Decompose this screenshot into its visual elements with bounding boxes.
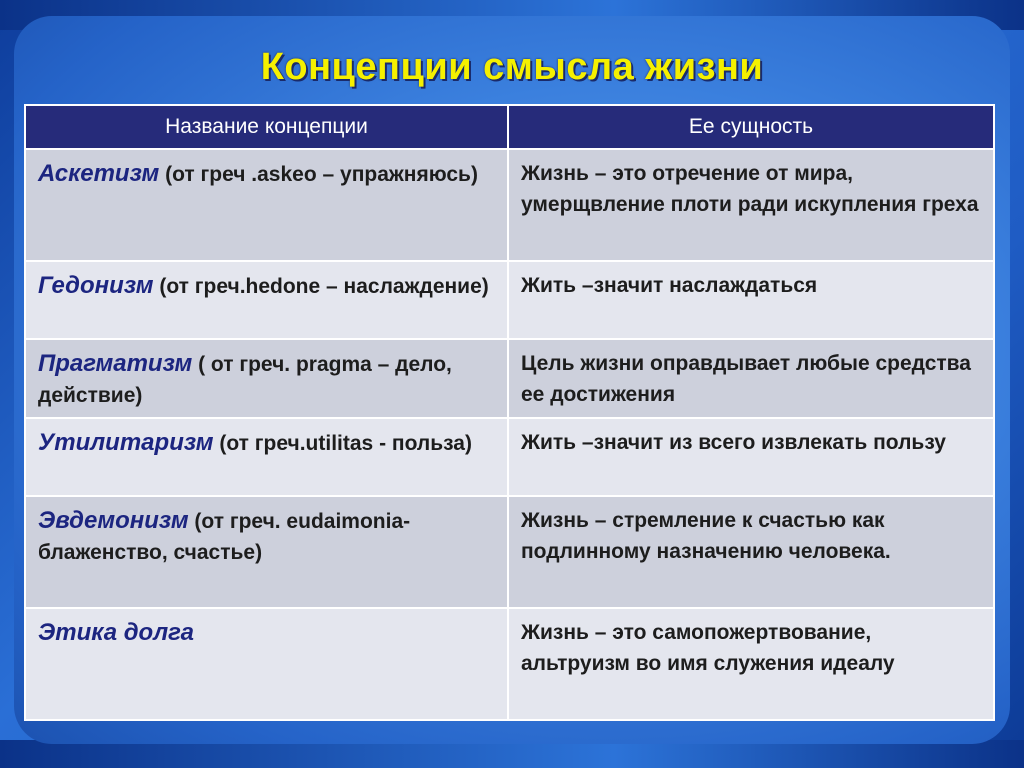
table-row	[25, 261, 994, 339]
concept-origin: (от греч .askeo – упражняюсь)	[159, 163, 478, 186]
header-concept-name: Название концепции	[25, 105, 508, 149]
concepts-table	[24, 104, 995, 721]
concept-essence-cell: Жить –значит наслаждаться	[508, 261, 994, 339]
header-concept-essence: Ее сущность	[508, 105, 994, 149]
table-row	[25, 608, 994, 720]
concept-name-cell	[25, 261, 508, 339]
concept-name-cell	[25, 418, 508, 496]
concept-name-cell	[25, 149, 508, 261]
concept-name-cell	[25, 608, 508, 720]
concept-term: Прагматизм	[38, 350, 193, 377]
table-row	[25, 496, 994, 608]
concept-origin: (от греч. eudaimonia- блаженство, счастье)	[38, 510, 411, 564]
concept-name-cell	[25, 339, 508, 418]
table-row	[25, 339, 994, 418]
concept-origin: (от греч.hedone – наслаждение)	[153, 275, 489, 298]
concept-essence-cell: Жизнь – это отречение от мира, умерщвление плоти ради искупления греха	[508, 149, 994, 261]
concept-essence-cell: Жизнь – стремление к счастью как подлинному назначению человека.	[508, 496, 994, 608]
concept-essence-cell: Цель жизни оправдывает любые средства ее достижения	[508, 339, 994, 418]
concept-essence-cell: Жизнь – это самопожертвование, альтруизм во имя служения идеалу	[508, 608, 994, 720]
table-row	[25, 149, 994, 261]
concept-term: Эвдемонизм	[38, 507, 189, 534]
concept-term: Этика долга	[38, 619, 194, 646]
concept-term: Гедонизм	[38, 272, 154, 299]
table-row	[25, 418, 994, 496]
table-header-row	[25, 105, 994, 149]
slide-title: Концепции смысла жизни	[260, 46, 764, 88]
concept-origin: ( от греч. pragma – дело, действие)	[38, 353, 452, 407]
concept-term: Аскетизм	[38, 160, 160, 187]
concept-term: Утилитаризм	[38, 429, 214, 456]
concept-origin: (от греч.utilitas - польза)	[213, 432, 472, 455]
concept-essence-cell: Жить –значит из всего извлекать пользу	[508, 418, 994, 496]
concept-name-cell	[25, 496, 508, 608]
bottom-band	[0, 740, 1024, 768]
